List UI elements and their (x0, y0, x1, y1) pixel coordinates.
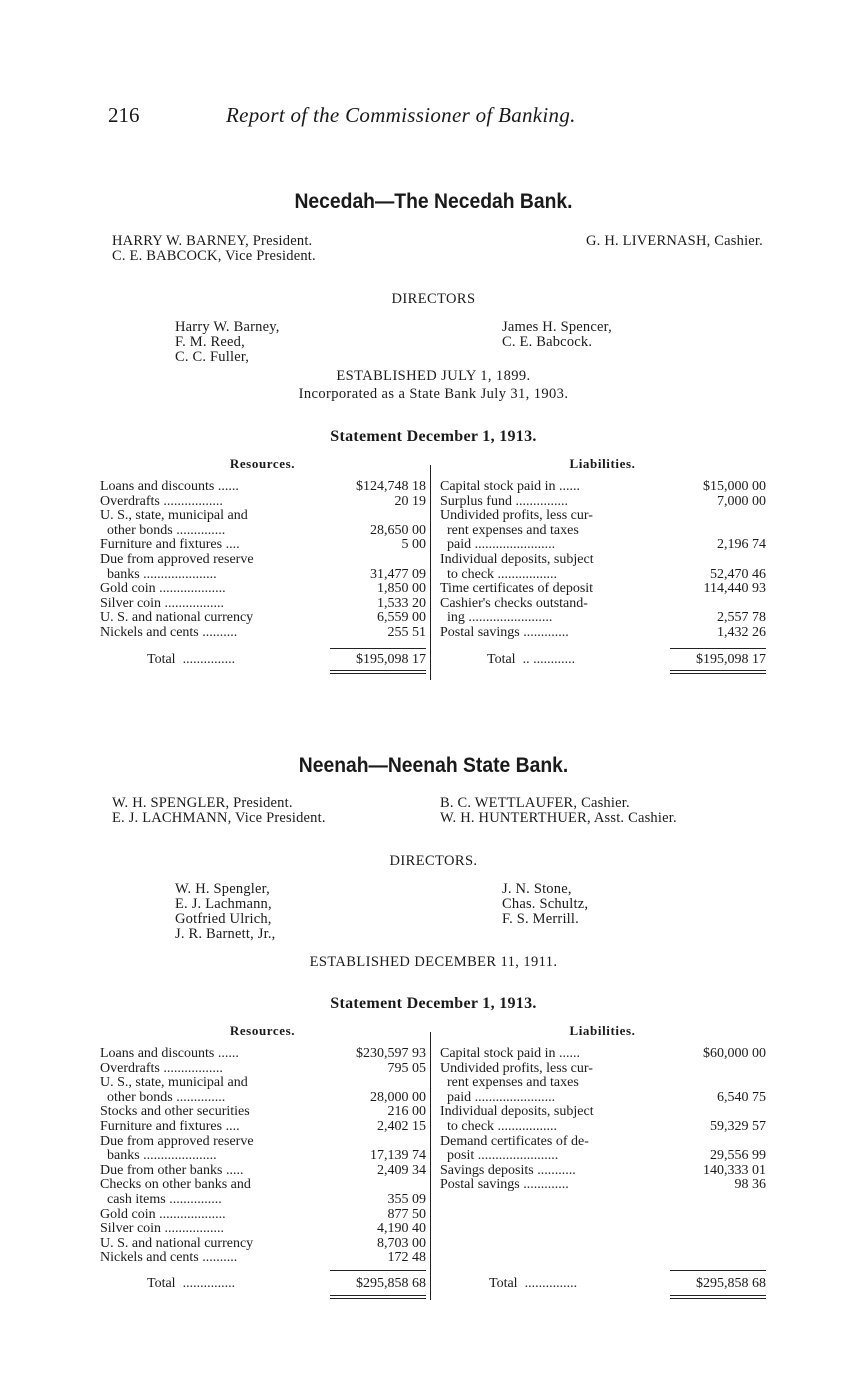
statement-row (100, 1091, 426, 1106)
row-label: Loans and discounts ...... (100, 1046, 239, 1061)
statement-heading: Statement December 1, 1913. (330, 995, 537, 1012)
leader-dots: ............... (524, 1276, 578, 1291)
statement-row (100, 626, 426, 641)
row-label: cash items ............... (100, 1191, 222, 1207)
row-label: Time certificates of deposit (440, 581, 594, 597)
statement-row (440, 1105, 766, 1120)
statement-row (100, 1135, 426, 1150)
row-label: rent expenses and taxes (440, 522, 579, 538)
statement-row (440, 582, 766, 597)
row-label: other bonds .............. (100, 522, 226, 538)
director: C. E. Babcock. (502, 334, 593, 350)
liabilities-list (440, 1047, 766, 1193)
row-label: Undivided profits, less cur- (440, 508, 593, 524)
row-label: Loans and discounts ...... (100, 479, 239, 494)
row-label: to check ................. (440, 566, 558, 582)
statement-row (440, 1062, 766, 1077)
established-line: ESTABLISHED DECEMBER 11, 1911. (309, 954, 558, 970)
row-label: Cashier's checks outstand- (440, 595, 588, 611)
double-rule (670, 1295, 766, 1296)
column-divider (430, 465, 431, 680)
row-label: Capital stock paid in ...... (440, 1046, 580, 1061)
statement-row (440, 1149, 766, 1164)
total-label: Total ............... (147, 1276, 236, 1291)
directors-left (175, 882, 275, 942)
statement-row (440, 597, 766, 612)
statement-row (440, 480, 766, 495)
row-amount: 98 36 (734, 1177, 766, 1193)
row-amount: 59,329 57 (710, 1118, 766, 1134)
leader-dots: ............... (182, 1276, 236, 1291)
director: W. H. Spengler, (175, 881, 270, 897)
row-amount: 29,556 99 (710, 1148, 766, 1164)
row-label: Surplus fund ............... (440, 493, 568, 509)
officer: HARRY W. BARNEY, President. (112, 233, 313, 249)
officers-right (440, 796, 677, 826)
director: James H. Spencer, (502, 319, 612, 335)
row-amount: 1,533 20 (377, 595, 426, 611)
row-label: Due from other banks ..... (100, 1162, 244, 1178)
double-rule (670, 673, 766, 674)
page-title: Report of the Commissioner of Banking. (226, 103, 576, 127)
resources-heading: Resources. (229, 456, 296, 471)
statement-row (440, 1135, 766, 1150)
statement-row (100, 1076, 426, 1091)
statement-row (440, 1178, 766, 1193)
statement-row (440, 611, 766, 626)
row-label: Silver coin ................. (100, 595, 225, 611)
total-resources: $295,858 68 (356, 1276, 426, 1291)
row-amount: 2,409 34 (377, 1162, 426, 1178)
officer: G. H. LIVERNASH, Cashier. (586, 233, 763, 249)
directors-heading: DIRECTORS (391, 291, 476, 307)
director: E. J. Lachmann, (175, 896, 272, 912)
statement-row (440, 1120, 766, 1135)
row-label: U. S. and national currency (100, 1235, 254, 1251)
row-label: banks ..................... (100, 566, 217, 582)
leader-dots: ............... (182, 652, 236, 667)
row-amount: 1,850 00 (377, 581, 426, 597)
sum-rule (330, 648, 426, 649)
row-amount: 28,000 00 (370, 1089, 426, 1105)
statement-row (440, 524, 766, 539)
statement-row (100, 509, 426, 524)
statement-row (100, 611, 426, 626)
statement-row (440, 495, 766, 510)
row-amount: 6,540 75 (717, 1089, 766, 1105)
row-amount: $124,748 18 (356, 479, 426, 494)
page-number: 216 (108, 103, 140, 127)
statement-row (100, 1251, 426, 1266)
sum-rule (670, 1270, 766, 1271)
row-label: Silver coin ................. (100, 1221, 225, 1237)
statement-row (440, 1047, 766, 1062)
row-amount: 255 51 (387, 624, 426, 640)
row-label: Due from approved reserve (100, 1133, 254, 1149)
row-amount: $60,000 00 (703, 1046, 766, 1061)
statement-row (440, 626, 766, 641)
statement-row (100, 1178, 426, 1193)
director: Gotfried Ulrich, (175, 911, 272, 927)
director: J. N. Stone, (502, 881, 572, 897)
officer: W. H. SPENGLER, President. (112, 795, 293, 811)
statement-row (100, 538, 426, 553)
director: C. C. Fuller, (175, 349, 250, 365)
double-rule (670, 1298, 766, 1299)
officers-right (586, 234, 763, 249)
liabilities-heading: Liabilities. (569, 456, 636, 471)
statement-row (440, 553, 766, 568)
row-label: to check ................. (440, 1118, 558, 1134)
row-label: Individual deposits, subject (440, 551, 594, 567)
row-amount: 20 19 (394, 493, 426, 509)
column-divider (430, 1032, 431, 1300)
statement-row (100, 568, 426, 583)
row-label: Furniture and fixtures .... (100, 537, 240, 553)
resources-list (100, 1047, 426, 1266)
row-label: paid ....................... (440, 1089, 556, 1105)
statement-heading: Statement December 1, 1913. (330, 428, 537, 445)
established-line: ESTABLISHED JULY 1, 1899. (336, 368, 531, 384)
statement-row (100, 582, 426, 597)
double-rule (330, 670, 426, 671)
director: J. R. Barnett, Jr., (175, 926, 276, 942)
statement-row (100, 1237, 426, 1252)
row-amount: 355 09 (387, 1191, 426, 1207)
double-rule (330, 673, 426, 674)
row-amount: 31,477 09 (370, 566, 426, 582)
total-label: Total .. ............ (487, 652, 576, 667)
row-label: Savings deposits ........... (440, 1162, 576, 1178)
row-label: U. S. and national currency (100, 610, 254, 626)
officers-left (112, 234, 316, 264)
directors-heading: DIRECTORS. (389, 853, 478, 869)
total-resources: $195,098 17 (356, 652, 426, 667)
statement-row (100, 1149, 426, 1164)
statement-row (100, 495, 426, 510)
leader-dots: .. ............ (522, 652, 576, 667)
row-label: Checks on other banks and (100, 1177, 251, 1193)
row-amount: 6,559 00 (377, 610, 426, 626)
statement-row (440, 1091, 766, 1106)
director: Chas. Schultz, (502, 896, 589, 912)
row-amount: 28,650 00 (370, 522, 426, 538)
row-label: Stocks and other securities (100, 1104, 250, 1120)
row-amount: 8,703 00 (377, 1235, 426, 1251)
statement-row (100, 553, 426, 568)
row-amount: 2,196 74 (717, 537, 766, 553)
row-amount: 877 50 (387, 1206, 426, 1222)
statement-row (100, 1193, 426, 1208)
directors-right (502, 320, 612, 350)
total-liabilities: $295,858 68 (696, 1276, 766, 1291)
director: Harry W. Barney, (175, 319, 280, 335)
row-amount: 114,440 93 (703, 581, 766, 597)
officer: W. H. HUNTERTHUER, Asst. Cashier. (440, 810, 677, 826)
row-amount: 5 00 (401, 537, 426, 553)
statement-row (440, 1076, 766, 1091)
row-label: Gold coin ................... (100, 581, 226, 597)
row-label: paid ....................... (440, 537, 556, 553)
statement-row (440, 1164, 766, 1179)
liabilities-list (440, 480, 766, 641)
row-label: Furniture and fixtures .... (100, 1118, 240, 1134)
row-amount: 140,333 01 (703, 1162, 766, 1178)
statement-row (440, 538, 766, 553)
row-label: banks ..................... (100, 1148, 217, 1164)
incorporated-line: Incorporated as a State Bank July 31, 1903. (298, 386, 569, 402)
statement-row (100, 524, 426, 539)
bank-title: Necedah—The Necedah Bank. (294, 190, 573, 213)
row-amount: 4,190 40 (377, 1221, 426, 1237)
statement-row (440, 568, 766, 583)
sum-rule (670, 648, 766, 649)
statement-row (100, 1222, 426, 1237)
statement-row (100, 1062, 426, 1077)
sum-rule (330, 1270, 426, 1271)
director: F. M. Reed, (175, 334, 245, 350)
statement-row (440, 509, 766, 524)
row-label: ing ........................ (440, 610, 553, 626)
row-label: Overdrafts ................. (100, 1060, 223, 1076)
row-label: Individual deposits, subject (440, 1104, 594, 1120)
row-amount: 172 48 (387, 1250, 426, 1266)
officers-left (112, 796, 326, 826)
row-label: Nickels and cents .......... (100, 624, 238, 640)
directors-right (502, 882, 588, 927)
row-label: Undivided profits, less cur- (440, 1060, 593, 1076)
directors-left (175, 320, 280, 365)
row-label: Capital stock paid in ...... (440, 479, 580, 494)
liabilities-heading: Liabilities. (569, 1023, 636, 1038)
resources-heading: Resources. (229, 1023, 296, 1038)
row-label: Overdrafts ................. (100, 493, 223, 509)
statement-row (100, 1164, 426, 1179)
row-label: Postal savings ............. (440, 1177, 569, 1193)
row-label: U. S., state, municipal and (100, 1075, 248, 1091)
officer: C. E. BABCOCK, Vice President. (112, 248, 316, 264)
total-label: Total ............... (489, 1276, 578, 1291)
resources-list (100, 480, 426, 641)
row-label: posit ....................... (440, 1148, 559, 1164)
row-amount: 795 05 (387, 1060, 426, 1076)
director: F. S. Merrill. (502, 911, 579, 927)
row-amount: 216 00 (387, 1104, 426, 1120)
row-amount: $230,597 93 (356, 1046, 426, 1061)
statement-row (100, 1105, 426, 1120)
row-label: Gold coin ................... (100, 1206, 226, 1222)
row-amount: $15,000 00 (703, 479, 766, 494)
row-label: other bonds .............. (100, 1089, 226, 1105)
statement-row (100, 597, 426, 612)
row-amount: 2,402 15 (377, 1118, 426, 1134)
total-liabilities: $195,098 17 (696, 652, 766, 667)
officer: E. J. LACHMANN, Vice President. (112, 810, 326, 826)
row-amount: 1,432 26 (717, 624, 766, 640)
statement-row (100, 1208, 426, 1223)
double-rule (670, 670, 766, 671)
double-rule (330, 1295, 426, 1296)
row-amount: 52,470 46 (710, 566, 766, 582)
officer: B. C. WETTLAUFER, Cashier. (440, 795, 630, 811)
bank-title: Neenah—Neenah State Bank. (298, 754, 569, 777)
row-label: Demand certificates of de- (440, 1133, 589, 1149)
row-label: rent expenses and taxes (440, 1075, 579, 1091)
double-rule (330, 1298, 426, 1299)
row-amount: 2,557 78 (717, 610, 766, 626)
row-label: Postal savings ............. (440, 624, 569, 640)
row-label: Nickels and cents .......... (100, 1250, 238, 1266)
statement-row (100, 480, 426, 495)
row-label: Due from approved reserve (100, 551, 254, 567)
statement-row (100, 1047, 426, 1062)
total-label: Total ............... (147, 652, 236, 667)
row-label: U. S., state, municipal and (100, 508, 248, 524)
row-amount: 7,000 00 (717, 493, 766, 509)
statement-row (100, 1120, 426, 1135)
row-amount: 17,139 74 (370, 1148, 426, 1164)
